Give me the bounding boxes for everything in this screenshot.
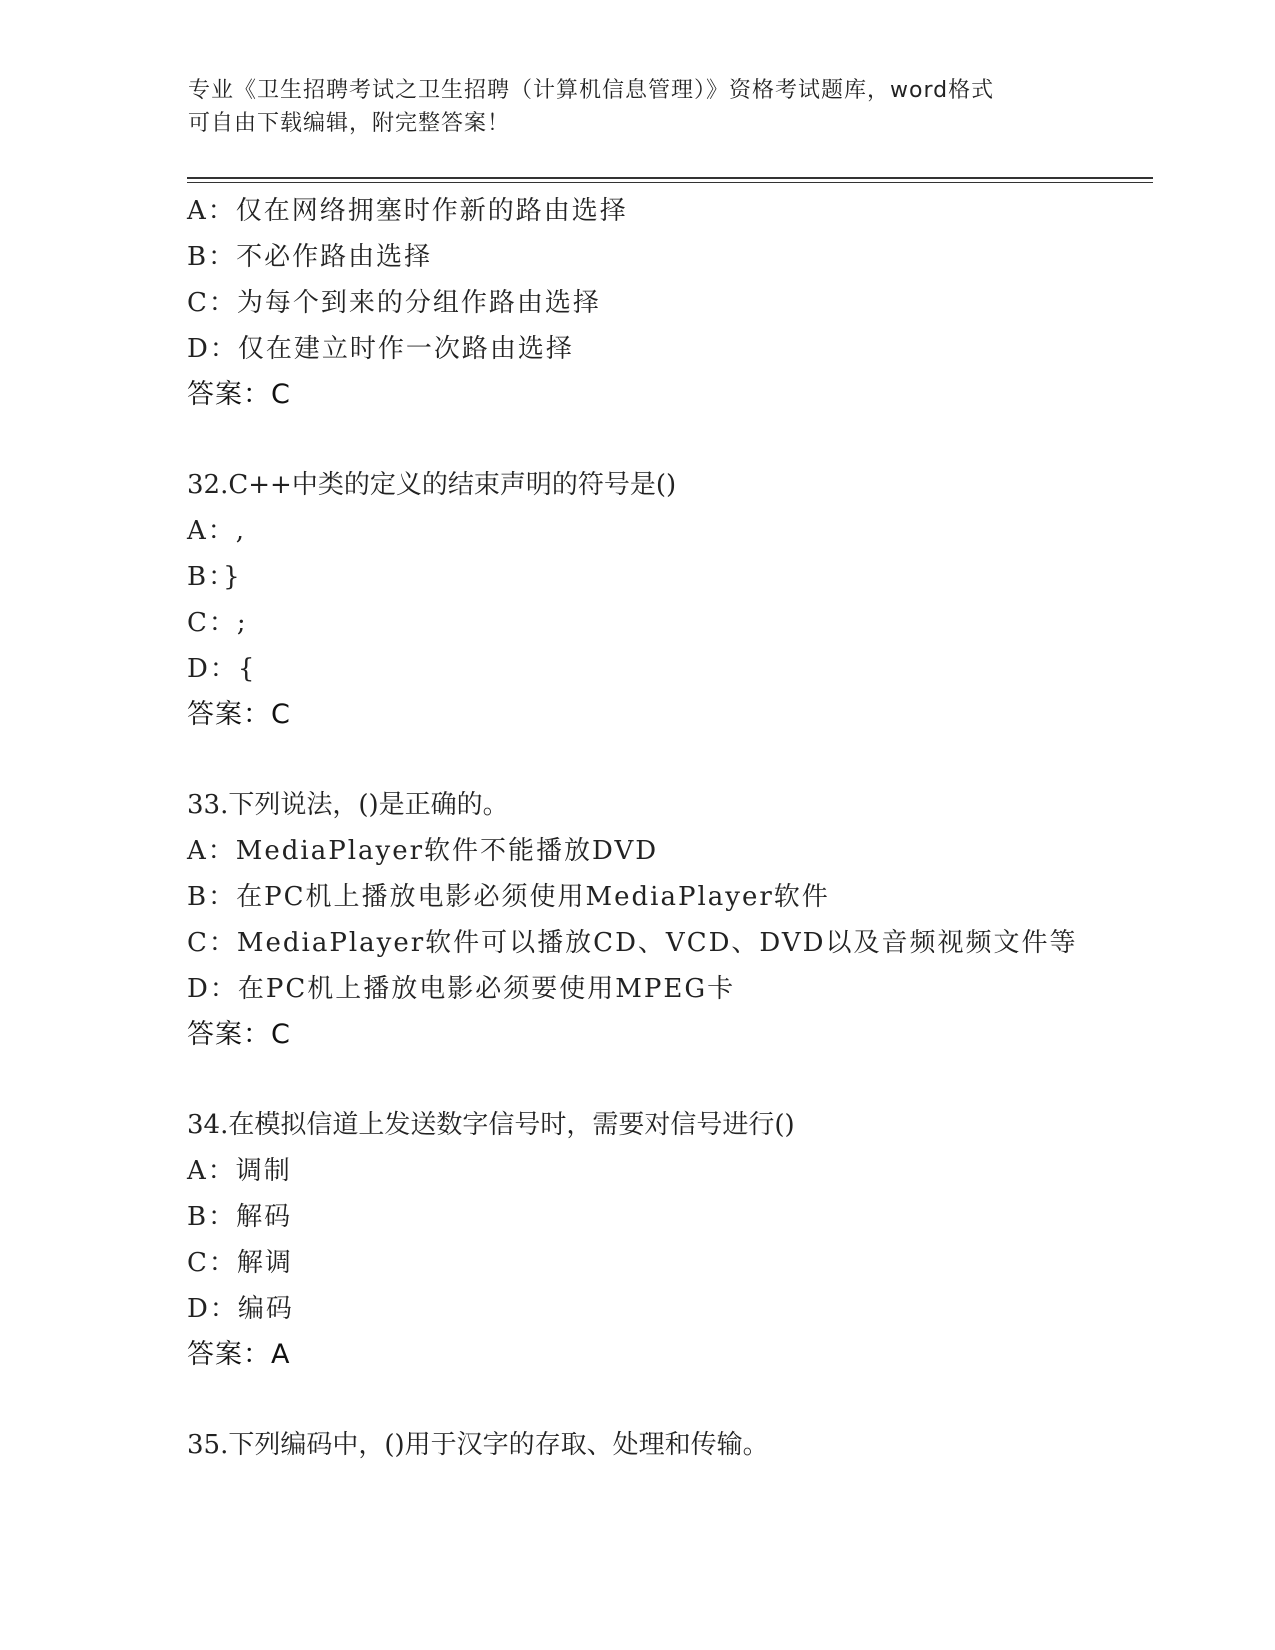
option-a: A：仅在网络拥塞时作新的路由选择 xyxy=(187,196,628,226)
question-text: 34.在模拟信道上发送数字信号时，需要对信号进行() xyxy=(187,1110,795,1140)
option-d: D：编码 xyxy=(187,1294,294,1324)
question-block-33 xyxy=(187,782,1153,1058)
question-block-32 xyxy=(187,462,1153,738)
option-b: B：} xyxy=(187,562,242,592)
spacer xyxy=(187,738,1153,782)
header-line-1: 专业《卫生招聘考试之卫生招聘（计算机信息管理）》资格考试题库，word格式 xyxy=(188,78,995,103)
option-c: C：MediaPlayer软件可以播放CD、VCD、DVD以及音频视频文件等 xyxy=(187,928,1078,958)
spacer xyxy=(187,418,1153,462)
question-list xyxy=(187,188,1153,1468)
header-line-2: 可自由下载编辑，附完整答案！ xyxy=(188,111,511,136)
option-b: B：不必作路由选择 xyxy=(187,242,433,272)
document-header xyxy=(188,74,1088,140)
question-block-35 xyxy=(187,1422,1153,1468)
option-a: A：MediaPlayer软件不能播放DVD xyxy=(187,836,659,866)
question-text: 33.下列说法，()是正确的。 xyxy=(187,790,509,820)
option-c: C：; xyxy=(187,608,248,638)
option-d: D：仅在建立时作一次路由选择 xyxy=(187,334,574,364)
header-divider-thin xyxy=(187,182,1153,183)
question-block-34 xyxy=(187,1102,1153,1378)
answer: 答案：C xyxy=(187,699,291,730)
option-d: D：在PC机上播放电影必须要使用MPEG卡 xyxy=(187,974,736,1004)
spacer xyxy=(187,1378,1153,1422)
question-text: 35.下列编码中，()用于汉字的存取、处理和传输。 xyxy=(187,1430,769,1460)
answer: 答案：A xyxy=(187,1339,291,1370)
option-c: C：解调 xyxy=(187,1248,293,1278)
option-a: A：, xyxy=(187,516,247,546)
option-d: D：{ xyxy=(187,654,257,684)
option-a: A：调制 xyxy=(187,1156,292,1186)
spacer xyxy=(187,1058,1153,1102)
question-block-31 xyxy=(187,188,1153,418)
question-text: 32.C++中类的定义的结束声明的符号是() xyxy=(187,470,677,500)
answer: 答案：C xyxy=(187,379,291,410)
header-divider-thick xyxy=(187,177,1153,179)
option-b: B：解码 xyxy=(187,1202,293,1232)
option-c: C：为每个到来的分组作路由选择 xyxy=(187,288,601,318)
option-b: B：在PC机上播放电影必须使用MediaPlayer软件 xyxy=(187,882,830,912)
answer: 答案：C xyxy=(187,1019,291,1050)
